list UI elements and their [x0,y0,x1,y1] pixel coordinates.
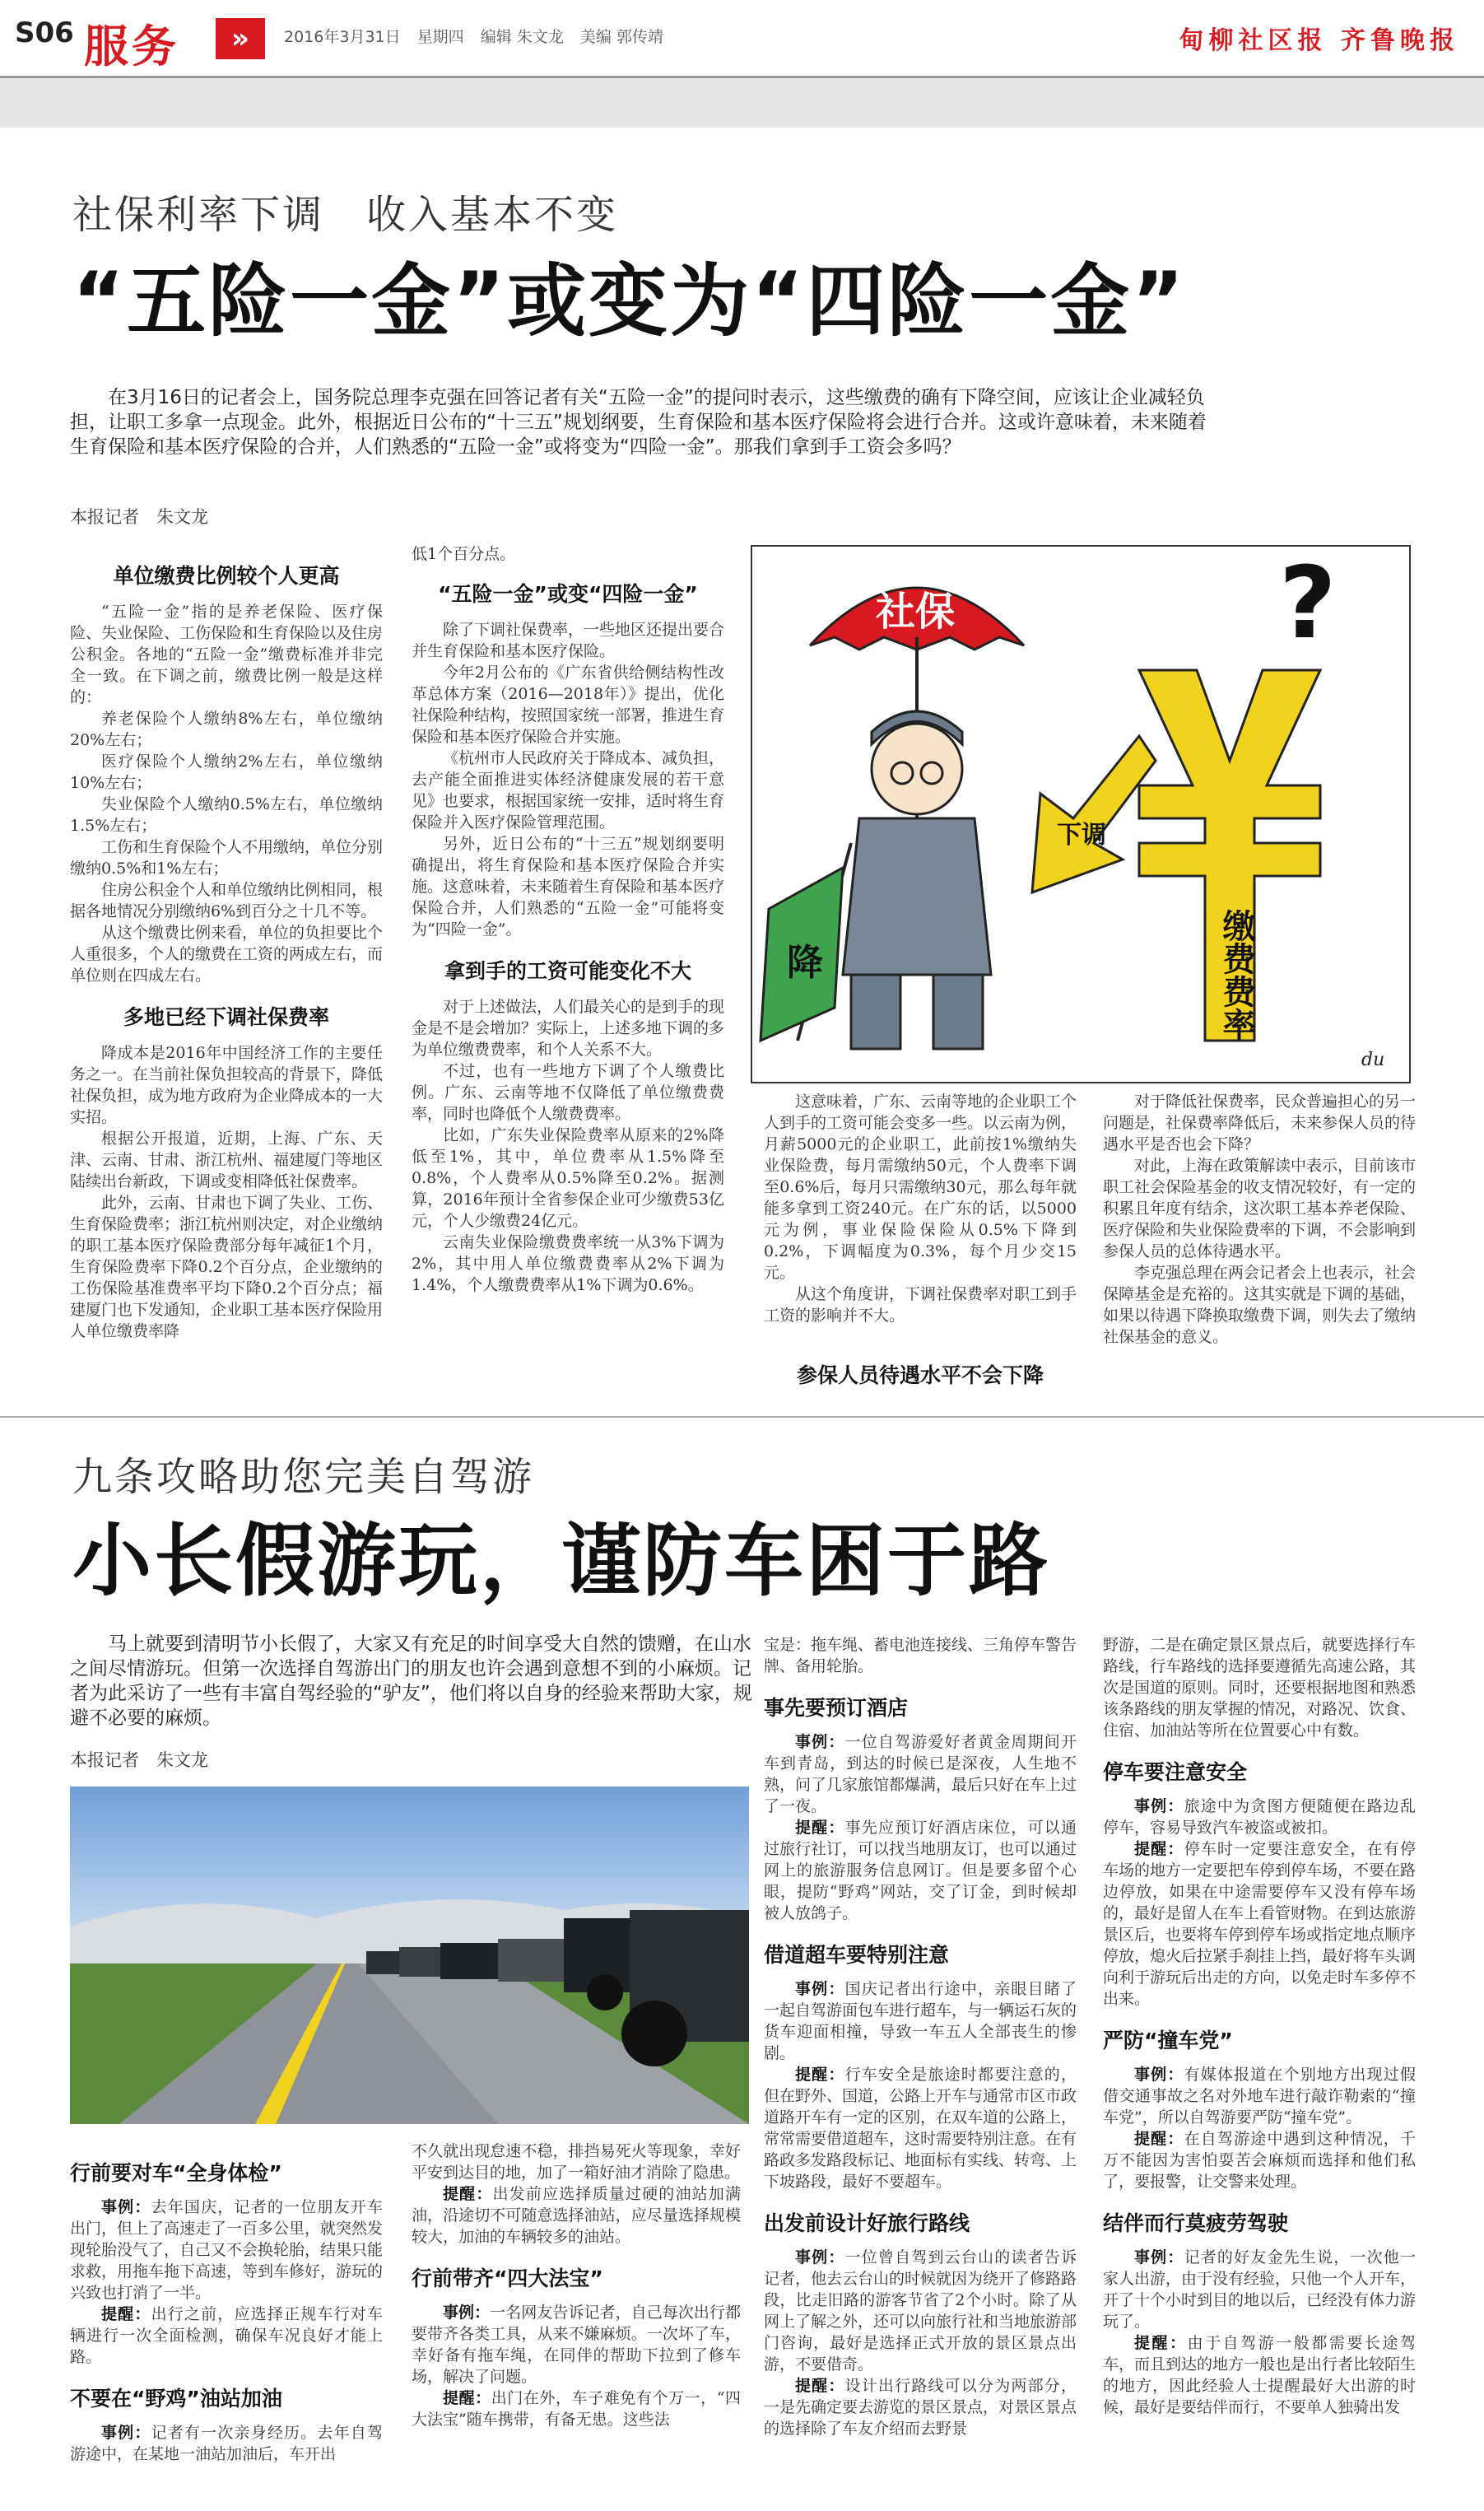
paragraph [764,2375,1077,2439]
issue-art-editor: 美编 郭传靖 [579,28,663,46]
text: 出行之前，应选择正规车行对车辆进行一次全面检测，确保车况良好才能上路。 [70,2305,383,2366]
issue-meta [284,25,675,47]
paragraph: 医疗保险个人缴纳2%左右，单位缴纳10%左右； [70,752,383,792]
newspaper-brand: 甸柳社区报 齐鲁晚报 [1179,26,1459,55]
paragraph: 今年2月公布的《广东省供给侧结构性改革总体方案（2016—2018年）》提出，优化社保险种结构，按照国家统一部署，推进生育保险和基本医疗保险合并实施。 [412,664,725,746]
cartoon-illustration [751,545,1411,1083]
paragraph: 云南失业保险缴费费率统一从3%下调为2%，其中用人单位缴费费率从2%下调为1.4%，个人缴费费率从1%下调为0.6%。 [412,1233,724,1294]
text: 国庆记者出行途中，亲眼目睹了一起自驾游面包车进行超车，与一辆运石灰的货车迎面相撞，导致一车五人全部丧生的惨剧。 [764,1980,1077,2062]
subhead: 出发前设计好旅行路线 [764,2211,970,2235]
paragraph [1103,2064,1416,2128]
paragraph [412,2388,741,2430]
paragraph: 从这个缴费比例来看，单位的负担要比个人重很多，个人的缴费在工资的两成左右，而单位则在四成左右。 [70,924,384,985]
story2-kicker: 九条攻略助您完美自驾游 [72,1454,535,1500]
issue-date: 2016年3月31日 [284,28,401,46]
story2-lede: 马上就要到清明节小长假了，大家又有充足的时间享受大自然的馈赠，在山水之间尽情游玩。但第一次选择自驾游出门的朋友也许会遇到意想不到的小麻烦。记者为此采访了一些有丰富自驾经验的“驴友”，他们将以自身的经验来帮助大家，规避不必要的麻烦。 [70,1633,752,1729]
subhead: 借道超车要特别注意 [764,1943,950,1967]
worker-leg [933,975,983,1049]
label: 事例： [443,2304,491,2322]
paragraph [412,2302,741,2388]
paragraph: 另外，近日公布的“十三五”规划纲要明确提出，将生育保险和基本医疗保险合并实施。这意味着，未来随着生育保险和基本医疗保险合并，人们熟悉的“五险一金”可能将变为“四险一金”。 [412,835,725,939]
subhead: 事先要预订酒店 [764,1696,909,1720]
road-photo-svg [70,1787,749,2124]
paragraph: 失业保险个人缴纳0.5%左右，单位缴纳1.5%左右； [70,795,383,835]
masthead-band [0,78,1484,128]
subhead: 停车要注意安全 [1103,1760,1248,1784]
subhead: 结伴而行莫疲劳驾驶 [1103,2211,1289,2235]
paragraph: 从这个角度讲，下调社保费率对职工到手工资的影响并不大。 [764,1285,1077,1325]
text: 记者的好友金先生说，一次他一家人出游，由于没有经验，只他一个人开车，开了十个小时到目的地以后，已经没有体力游玩了。 [1103,2248,1417,2331]
label: 事例： [795,1733,845,1751]
page-number: S06 [15,16,74,49]
text: 一名网友告诉记者，自己每次出行都要带齐各类工具，从来不嫌麻烦。一次坏了车，幸好备有拖车绳，在同伴的帮助下拉到了修车场，解决了问题。 [412,2304,741,2386]
down-arrow-icon [1032,736,1156,892]
label: 提醒： [1134,2334,1188,2352]
paragraph: 对于上述做法，人们最关心的是到手的现金是不是会增加？实际上，上述多地下调的多为单位缴费费率，和个人关系不大。 [412,998,725,1059]
story2-column-c [764,1634,1077,2439]
text: 在自驾游途中遇到这种情况，千万不能因为害怕耍苦会麻烦而选择和他们私了，要报警，让交警来处理。 [1103,2130,1416,2191]
text: 一位曾自驾到云台山的读者告诉记者，他去云台山的时候就因为绕开了修路路段，比走旧路的游客节省了2个小时。除了从网上了解之外，还可以向旅行社和当地旅游部门咨询，最好是选择正式开放的景区景点出游，不要借奇。 [764,2248,1077,2374]
text: 去年国庆，记者的一位朋友开车出门，但上了高速走了一百多公里，就突然发现轮胎没气了，自己又不会换轮胎，结果只能求救，用拖车拖下高速，等到车修好，游玩的兴致也打消了一半。 [70,2198,384,2302]
paragraph: “五险一金”指的是养老保险、医疗保险、失业保险、工伤保险和生育保险以及住房公积金。各地的“五险一金”缴费标准并非完全一致。在下调之前，缴费比例一般是这样的： [70,603,384,706]
vehicle [366,1951,399,1974]
story1-headline: “五险一金”或变为“四险一金” [72,255,1187,347]
paragraph [1103,2128,1416,2192]
issue-editor: 编辑 朱文龙 [480,28,564,46]
story1-column-4 [1103,1091,1416,1348]
text: 出发前应选择质量过硬的油站加满油，沿途切不可随意选择油站，应尽量选择规模较大，加油的车辆较多的油站。 [412,2185,741,2246]
paragraph: 住房公积金个人和单位缴纳比例相同，根据各地情况分别缴纳6%到百分之十几不等。 [70,881,384,920]
paragraph: 低1个百分点。 [412,545,516,563]
text: 有媒体报道在个别地方出现过假借交通事故之名对外地车进行敲诈勒索的“撞车党”，所以自驾游要严防“撞车党”。 [1103,2066,1416,2127]
text: 出门在外，车子难免有个万一，“四大法宝”随车携带，有备无患。这些法 [412,2389,741,2429]
paragraph [1103,2332,1416,2418]
paragraph: 除了下调社保费率，一些地区还提出要合并生育保险和基本医疗保险。 [412,621,725,660]
vehicle-wheel [587,1974,623,2010]
green-flag-label: 降 [787,942,823,984]
paragraph [70,2197,383,2304]
paragraph: 这意味着，广东、云南等地的企业职工个人到手的工资可能会变多一些。以云南为例，月薪5000元的企业职工，此前按1%缴纳失业保险费，每月需缴纳50元，个人费率下调至0.6%后，每月只需缴纳30元，那么每年就能多拿到工资240元。在广东的话，以5000元为例，事业保险保险从0.5%下降到0.2%，下调幅度为0.3%，每个月少交15元。 [764,1092,1077,1282]
paragraph [764,1978,1077,2064]
paragraph [1103,2247,1416,2332]
label: 提醒： [795,2377,845,2395]
label: 事例： [795,2248,845,2266]
vehicle [399,1947,444,1977]
worker-body [843,818,991,975]
section-arrow-icon: » [216,18,265,59]
down-arrow-label: 下调 [1057,821,1106,850]
subhead: 行前带齐“四大法宝” [412,2266,603,2290]
masthead-rule [0,76,1484,78]
paragraph [1103,1796,1416,1838]
paragraph: 工伤和生育保险个人不用缴纳，单位分别缴纳0.5%和1%左右； [70,838,384,878]
story2-column-d [1103,1634,1416,2418]
subhead: 不要在“野鸡”油站加油 [70,2387,282,2411]
label: 提醒： [1134,1840,1184,1858]
section-title: 服务 [84,21,179,72]
fee-rate-label: 缴费费率 [1217,909,1255,1041]
story1-byline: 本报记者 朱文龙 [70,507,208,527]
subhead: 行前要对车“全身体检” [70,2161,282,2185]
story-divider [0,1416,1484,1418]
story2-column-a [70,2157,383,2465]
paragraph: 根据公开报道，近期，上海、广东、天津、云南、甘肃、浙江杭州、福建厦门等地区陆续出台新政，下调或变相降低社保费率。 [70,1130,384,1190]
label: 提醒： [443,2389,491,2407]
paragraph: 李克强总理在两会记者会上也表示，社会保障基金是充裕的。这其实就是下调的基础，如果以待遇下降换取缴费下调，则失去了缴纳社保基金的意义。 [1103,1264,1417,1346]
worker-leg [851,975,900,1049]
paragraph: 不久就出现怠速不稳，排挡易死火等现象，幸好平安到达目的地，加了一箱好油才消除了隐患。 [412,2142,741,2182]
story2-column-b [412,2141,741,2430]
label: 事例： [1134,1797,1184,1815]
subhead: 严防“撞车党” [1103,2029,1233,2052]
paragraph [764,1731,1077,1817]
paragraph: 降成本是2016年中国经济工作的主要任务之一。在当前社保负担较高的背景下，降低社保负担，成为地方政府为企业降成本的一大实招。 [70,1044,384,1126]
vehicle [440,1943,498,1979]
label: 提醒： [795,2066,845,2084]
label: 事例： [1134,2066,1184,2084]
paragraph [70,2422,383,2465]
paragraph: 养老保险个人缴纳8%左右，单位缴纳20%左右； [70,710,383,749]
text: 事先应预订好酒店床位，可以通过旅行社订，可以找当地朋友订，也可以通过网上的旅游服务信息网订。但是要多留个心眼，提防“野鸡”网站，交了订金，到时候却被人放鸽子。 [764,1819,1077,1922]
road-photo [70,1787,749,2124]
subhead: 单位缴费比例较个人更高 [113,564,340,588]
text: 由于自驾游一般都需要长途驾车，而且到达的地方一般也是出行者比较陌生的地方，因此经验人士提醒最好大出游的时候，最好是要结伴而行，不要单人独骑出发 [1103,2334,1417,2416]
artist-signature: du [1361,1050,1385,1070]
paragraph [764,2064,1077,2192]
paragraph: 此外，云南、甘肃也下调了失业、工伤、生育保险费率；浙江杭州则决定，对企业缴纳的职工基本医疗保险费部分每年减征1个月，生育保险费率下降0.2个百分点，企业缴纳的工伤保险基准费率平均下降0.2个百分点；福建厦门也下发通知，企业职工基本医疗保险用人单位缴费率降 [70,1194,384,1340]
paragraph [764,1817,1077,1924]
story1-column-3 [764,1091,1077,1389]
label: 事例： [101,2424,151,2442]
paragraph [1103,1838,1416,2010]
paragraph: 比如，广东失业保险费率从原来的2%降低至1%，其中，单位费率从1.5%降至0.8%，个人费率从0.5%降至0.2%。据测算，2016年预计全省参保企业可少缴费53亿元，个人少缴费24亿元。 [412,1126,724,1230]
subhead: “五险一金”或变“四险一金” [438,582,698,606]
story2-headline: 小长假游玩，谨防车困于路 [72,1515,1050,1607]
issue-weekday: 星期四 [416,28,464,46]
text: 行车安全是旅途时都要注意的，但在野外、国道，公路上开车与通常市区市政道路开车有一定的区别，在双车道的公路上，常常需要借道超车，这时需要特别注意。在有路政多发路段标记、地面标有实线、转弯、上下坡路段，最好不要超车。 [764,2066,1077,2191]
story1-kicker: 社保利率下调 收入基本不变 [72,192,619,238]
label: 提醒： [101,2305,151,2323]
label: 事例： [795,1980,845,1998]
paragraph: 《杭州市人民政府关于降成本、减负担，去产能全面推进实体经济健康发展的若干意见》也要求，根据国家统一安排，适时将生育保险并入医疗保险管理范围。 [412,749,725,832]
label: 提醒： [795,1819,845,1837]
label: 事例： [1134,2248,1184,2266]
paragraph: 野游，二是在确定景区景点后，就要选择行车路线，行车路线的选择要遵循先高速公路，其次是国道的原则。同时，还要根据地图和熟悉该条路线的朋友掌握的情况，对路况、饮食、住宿、加油站等所在位置要心中有数。 [1103,1636,1417,1740]
paragraph [70,2304,383,2368]
paragraph [764,2247,1077,2375]
vehicle-wheel [621,2001,687,2066]
question-mark-icon: ? [1279,547,1337,661]
text: 记者有一次亲身经历。去年自驾游途中，在某地一油站加油后，车开出 [70,2424,383,2463]
text: 一位自驾游爱好者黄金周期间开车到青岛，到达的时候已是深夜，人生地不熟，问了几家旅馆都爆满，最后只好在车上过了一夜。 [764,1733,1077,1815]
subhead: 拿到手的工资可能变化不大 [444,959,691,983]
text: 旅途中为贪图方便随便在路边乱停车，容易导致汽车被盗或被扣。 [1103,1797,1416,1837]
paragraph [412,2183,741,2248]
text: 停车时一定要注意安全，在有停车场的地方一定要把车停到停车场，不要在路边停放，如果在中途需要停车又没有停车场的，最好是留人在车上看管财物。在到达旅游景区后，也要将车停到停车场或指定地点顺序停放，熄火后拉紧手刹挂上挡，最好将车头调向利于游玩后出走的方向，以免走时车多停不出来。 [1103,1840,1417,2008]
paragraph: 宝是：拖车绳、蓄电池连接线、三角停车警告牌、备用轮胎。 [764,1636,1077,1675]
worker-head [872,724,962,814]
story1-column-1 [70,560,383,1342]
subhead: 多地已经下调社保费率 [123,1005,329,1029]
label: 提醒： [1134,2130,1184,2148]
paragraph: 对此，上海在政策解读中表示，目前该市职工社会保险基金的收支情况较好，有一定的积累且年度有结余，这次职工基本养老保险、医疗保险和失业保险费率的下调，不会影响到参保人员的总体待遇水平。 [1103,1157,1417,1260]
story1-column-2 [412,543,724,1296]
label: 提醒： [443,2185,493,2203]
vehicle [498,1939,564,1982]
umbrella-label: 社保 [876,589,956,635]
paragraph: 对于降低社保费率，民众普遍担心的另一问题是，社保费率降低后，未来参保人员的待遇水平是否也会下降？ [1103,1092,1417,1153]
cartoon-svg [752,547,1409,1082]
story1-lede: 在3月16日的记者会上，国务院总理李克强在回答记者有关“五险一金”的提问时表示，这些缴费的确有下降空间，应该让企业减轻负担，让职工多拿一点现金。此外，根据近日公布的“十三五”规划纲要，生育保险和基本医疗保险将会进行合并。这或许意味着，未来随着生育保险和基本医疗保险的合并，人们熟悉的“五险一金”或将变为“四险一金”。那我们拿到手工资会多吗？ [70,387,1207,458]
subhead: 参保人员待遇水平不会下降 [796,1363,1044,1387]
paragraph: 不过，也有一些地方下调了个人缴费比例。广东、云南等地不仅降低了单位缴费费率，同时也降低个人缴费费率。 [412,1062,724,1123]
label: 事例： [101,2198,151,2216]
story2-byline: 本报记者 朱文龙 [70,1750,208,1770]
text: 设计出行路线可以分为两部分，一是先确定要去游览的景区景点，对景区景点的选择除了车友介绍而去野景 [764,2377,1077,2438]
